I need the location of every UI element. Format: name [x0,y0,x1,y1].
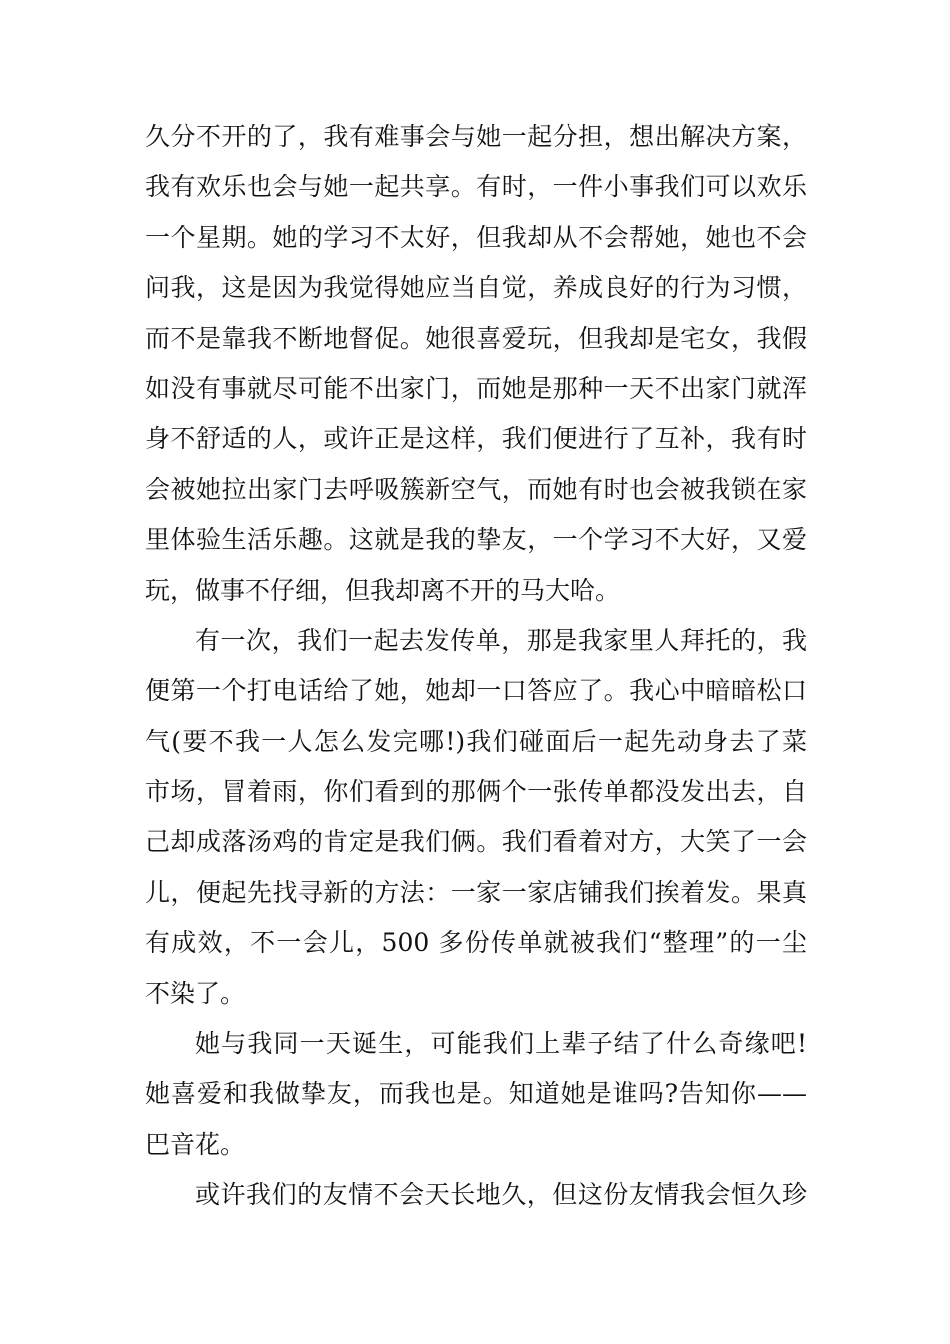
text-line: 里体验生活乐趣。这就是我的挚友，一个学习不大好，又爱 [145,525,807,555]
text-line: 儿，便起先找寻新的方法：一家一家店铺我们挨着发。果真 [145,877,807,907]
paragraph-first-line: 她与我同一天诞生，可能我们上辈子结了什么奇缘吧! [195,1029,807,1059]
article-body [145,112,807,1221]
text-line: 一个星期。她的学习不太好，但我却从不会帮她，她也不会 [145,222,807,252]
text-line: 久分不开的了，我有难事会与她一起分担，想出解决方案， [145,122,807,151]
text-line: 她喜爱和我做挚友，而我也是。知道她是谁吗?告知你—— [145,1079,807,1109]
text-line: 会被她拉出家门去呼吸簇新空气，而她有时也会被我锁在家 [145,474,807,504]
text-line: 不染了。 [145,978,246,1008]
text-line: 玩，做事不仔细，但我却离不开的马大哈。 [145,575,621,605]
paragraph-first-line: 有一次，我们一起去发传单，那是我家里人拜托的，我 [195,625,807,655]
text-line: 而不是靠我不断地督促。她很喜爱玩，但我却是宅女，我假 [145,323,807,353]
text-line: 身不舒适的人，或许正是这样，我们便进行了互补，我有时 [145,424,807,454]
text-line: 问我，这是因为我觉得她应当自觉，养成良好的行为习惯， [145,273,807,303]
paragraph-first-line: 或许我们的友情不会天长地久，但这份友情我会恒久珍 [195,1180,807,1210]
text-line: 巴音花。 [145,1129,246,1159]
text-line: 己却成落汤鸡的肯定是我们俩。我们看着对方，大笑了一会 [145,827,807,857]
text-line: 便第一个打电话给了她，她却一口答应了。我心中暗暗松口 [145,676,807,706]
text-line: 市场，冒着雨，你们看到的那俩个一张传单都没发出去，自 [145,777,807,807]
text-line: 如没有事就尽可能不出家门，而她是那种一天不出家门就浑 [145,373,807,403]
text-line: 我有欢乐也会与她一起共享。有时，一件小事我们可以欢乐 [145,172,807,202]
text-line: 气(要不我一人怎么发完哪!)我们碰面后一起先动身去了菜 [145,726,807,756]
text-line: 有成效，不一会儿，500 多份传单就被我们“整理”的一尘 [145,928,807,958]
